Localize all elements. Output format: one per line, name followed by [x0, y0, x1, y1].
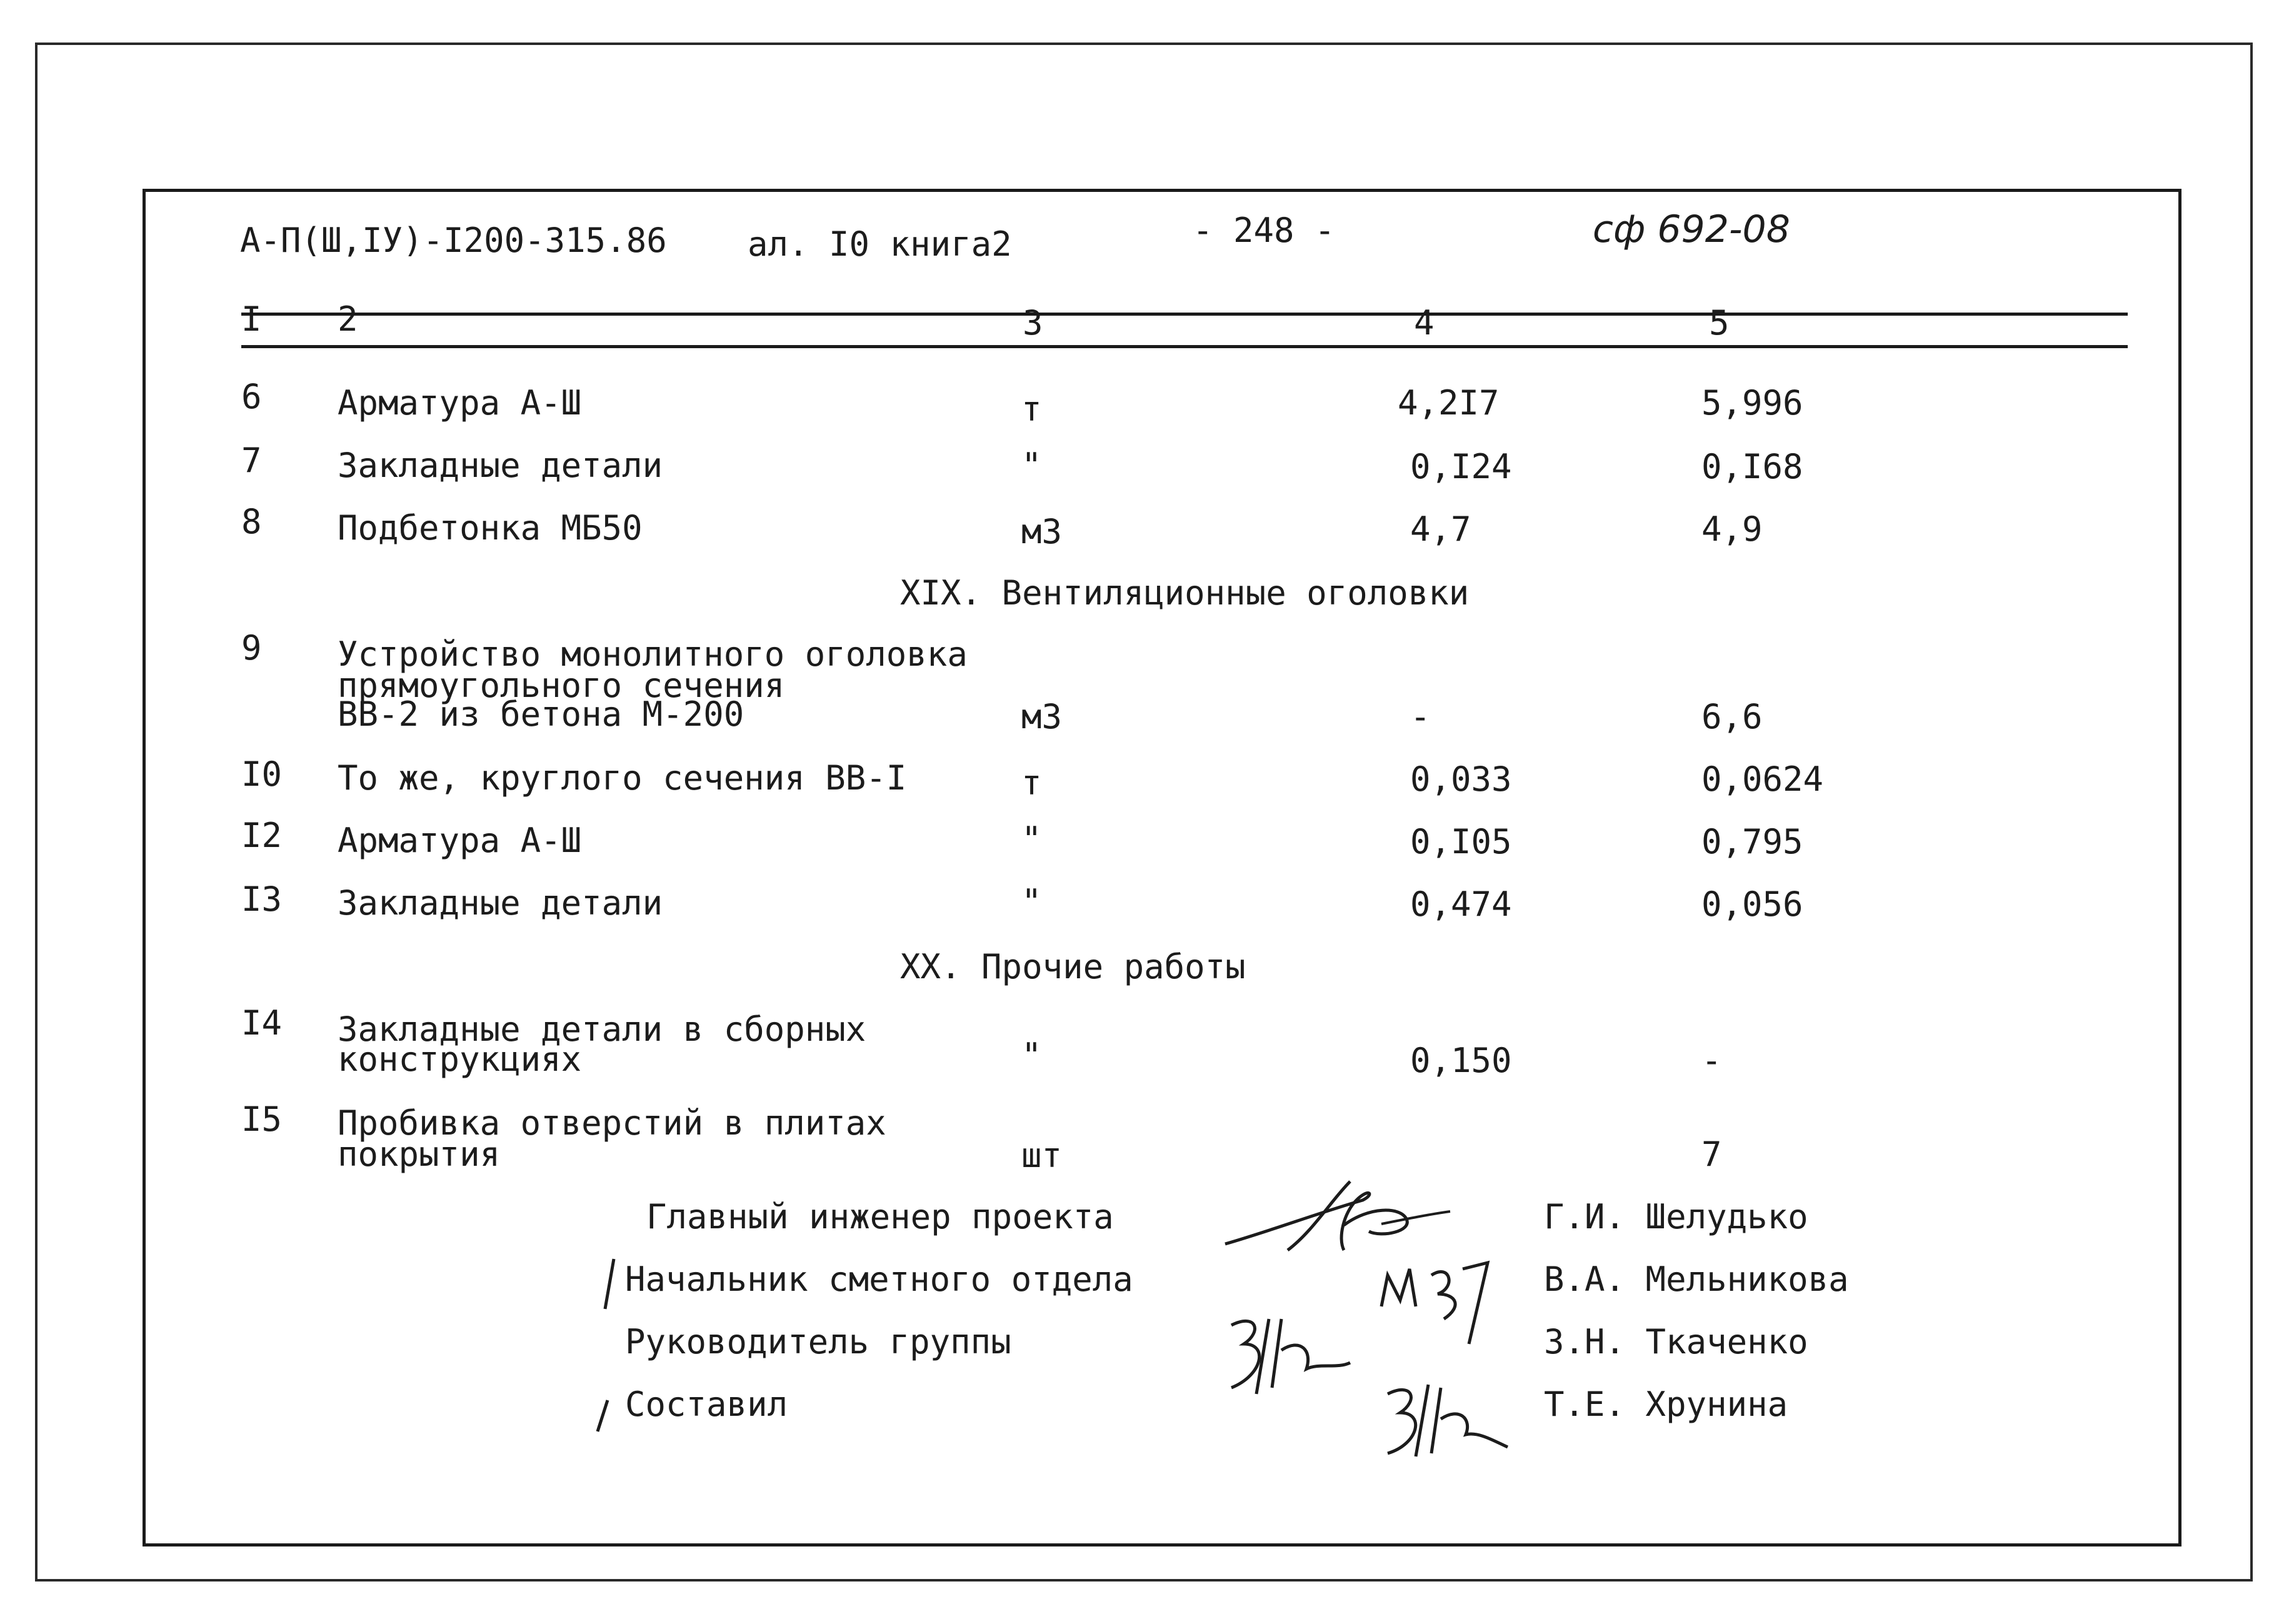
signature-graphic-3 — [1219, 1306, 1356, 1400]
row-col4: - — [1410, 697, 1431, 736]
row-col4: 0,033 — [1410, 759, 1512, 799]
row-col4: 0,I24 — [1410, 447, 1512, 486]
row-num: 8 — [241, 502, 262, 541]
row-col4: 0,I05 — [1410, 822, 1512, 861]
signature-role: Главный инженер проекта — [646, 1197, 1114, 1236]
row-unit: " — [1021, 820, 1042, 859]
row-num: 6 — [241, 377, 262, 416]
signature-role: Руководитель группы — [625, 1322, 1011, 1361]
signature-role: Начальник сметного отдела — [625, 1260, 1133, 1299]
row-col5: 7 — [1701, 1135, 1722, 1174]
row-name: Арматура А-Ш — [338, 383, 582, 423]
row-num: 7 — [241, 441, 262, 480]
row-num: I3 — [241, 880, 283, 919]
row-name: Пробивка отверстий в плитах — [338, 1103, 886, 1143]
row-num: I0 — [241, 754, 283, 794]
row-unit: м3 — [1021, 512, 1063, 551]
row-name: Закладные детали — [338, 446, 663, 485]
document-code: А-П(Ш,IУ)-I200-315.86 — [240, 221, 667, 260]
row-num: I4 — [241, 1003, 283, 1043]
row-col5: 5,996 — [1701, 383, 1803, 423]
handwritten-reference: сф 692-08 — [1593, 208, 1790, 251]
row-unit: " — [1021, 446, 1042, 485]
signature-person: Г.И. Шелудько — [1544, 1197, 1808, 1236]
row-col5: 4,9 — [1701, 509, 1763, 549]
margin-mark-2 — [594, 1398, 613, 1435]
row-name: Подбетонка МБ50 — [338, 508, 643, 548]
row-col5: 0,056 — [1701, 885, 1803, 924]
row-col4: 4,2I7 — [1398, 383, 1500, 423]
row-unit: т — [1021, 763, 1042, 803]
header-rule-bottom — [241, 345, 2128, 348]
col-header-5: 5 — [1709, 303, 1730, 343]
margin-mark-1 — [600, 1256, 619, 1313]
row-name: Закладные детали — [338, 883, 663, 923]
header-rule-top — [241, 313, 2128, 316]
row-num: I5 — [241, 1100, 283, 1139]
section-title-20: XX. Прочие работы — [900, 947, 1246, 986]
col-header-4: 4 — [1414, 303, 1435, 343]
row-unit: т — [1021, 389, 1042, 429]
row-col5: 0,I68 — [1701, 447, 1803, 486]
signature-person: В.А. Мельникова — [1544, 1260, 1849, 1299]
row-num: I2 — [241, 816, 283, 855]
col-header-3: 3 — [1023, 303, 1043, 343]
row-name: ВВ-2 из бетона М-200 — [338, 694, 744, 734]
signature-person: З.Н. Ткаченко — [1544, 1322, 1808, 1361]
row-name: Закладные детали в сборных — [338, 1010, 866, 1049]
row-num: 9 — [241, 628, 262, 668]
row-col4: 0,474 — [1410, 885, 1512, 924]
row-col5: 0,795 — [1701, 822, 1803, 861]
row-name: Арматура А-Ш — [338, 821, 582, 860]
col-header-2: 2 — [338, 299, 358, 339]
signature-graphic-4 — [1375, 1375, 1513, 1463]
row-name: То же, круглого сечения ВВ-I — [338, 758, 907, 798]
row-col5: 0,0624 — [1701, 759, 1824, 799]
section-title-19: XIX. Вентиляционные оголовки — [900, 573, 1470, 613]
signature-graphic-2 — [1375, 1250, 1500, 1350]
album-info: ал. I0 книга2 — [748, 224, 1012, 264]
row-unit: м3 — [1021, 697, 1063, 736]
row-col4: 4,7 — [1410, 509, 1471, 549]
row-col5: 6,6 — [1701, 697, 1763, 736]
row-name: прямоугольного сечения — [338, 666, 785, 705]
page-number: - 248 - — [1193, 211, 1335, 250]
row-col5: - — [1701, 1041, 1722, 1080]
row-unit: " — [1021, 1036, 1042, 1075]
col-header-1: I — [241, 299, 262, 339]
row-col4: 0,150 — [1410, 1041, 1512, 1080]
row-unit: шт — [1021, 1136, 1063, 1175]
signature-role: Составил — [625, 1385, 788, 1424]
row-name: Устройство монолитного оголовка — [338, 634, 968, 674]
row-name: покрытия — [338, 1135, 501, 1174]
row-name: конструкциях — [338, 1040, 582, 1079]
row-unit: " — [1021, 882, 1042, 921]
signature-person: Т.Е. Хрунина — [1544, 1385, 1788, 1424]
